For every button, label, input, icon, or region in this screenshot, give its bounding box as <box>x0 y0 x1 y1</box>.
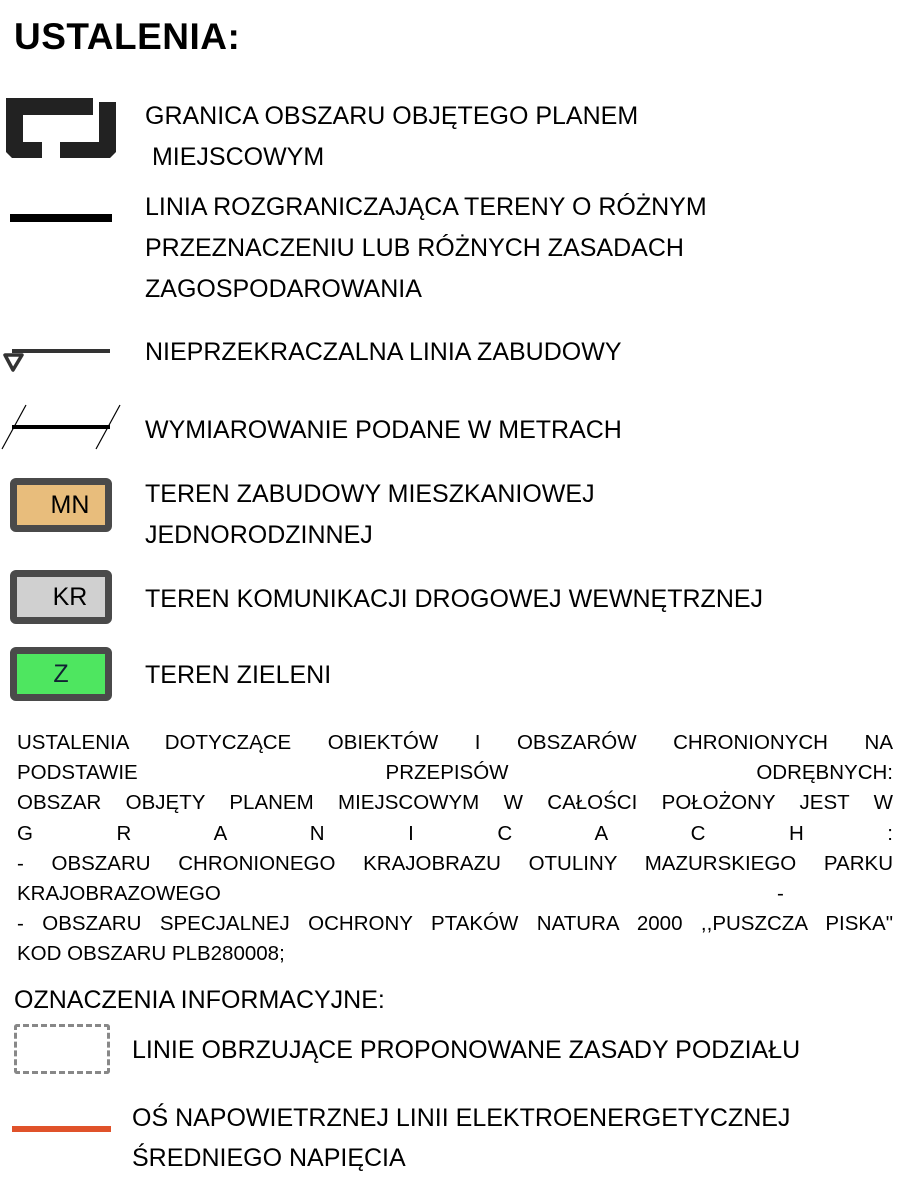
legend-label-z: TEREN ZIELENI <box>145 661 332 689</box>
legend-label-mn: TEREN ZABUDOWY MIESZKANIOWEJ JEDNORODZINNEJ <box>145 480 595 549</box>
text-line: G R A N I C A C H : <box>17 821 893 845</box>
legend-label-dimension: WYMIAROWANIE PODANE W METRACH <box>145 416 622 444</box>
text-line: - OBSZARU SPECJALNEJ OCHRONY PTAKÓW NATURA 2000 ,,PUSZCZA PISKA" <box>17 912 893 936</box>
dividing-line-icon <box>10 214 112 222</box>
text-line: - OBSZARU CHRONIONEGO KRAJOBRAZU OTULINY MAZURSKIEGO PARKU <box>17 851 893 875</box>
building-line-icon <box>0 340 120 376</box>
legend-label-division: LINIE OBRZUJĄCE PROPONOWANE ZASADY PODZIAŁU <box>132 1036 801 1064</box>
text-line: OBSZAR OBJĘTY PLANEM MIEJSCOWYM W CAŁOŚCI POŁOŻONY JEST W <box>17 791 893 815</box>
protected-areas-text <box>17 728 893 970</box>
section-title: USTALENIA: <box>14 16 241 57</box>
legend-label-kr: TEREN KOMUNIKACJI DROGOWEJ WEWNĘTRZNEJ <box>145 585 764 613</box>
plan-boundary-icon <box>0 92 120 162</box>
division-lines-icon <box>14 1024 110 1074</box>
dimension-icon <box>0 404 125 454</box>
power-line-icon <box>12 1126 111 1132</box>
kr-zone-swatch: KR <box>10 570 112 624</box>
mn-zone-swatch: MN <box>10 478 112 532</box>
text-line: USTALENIA DOTYCZĄCE OBIEKTÓW I OBSZARÓW CHRONIONYCH NA <box>17 731 893 754</box>
text-line <box>17 879 893 909</box>
legend-label-building-line: NIEPRZEKRACZALNA LINIA ZABUDOWY <box>145 338 622 366</box>
info-section-title: OZNACZENIA INFORMACYJNE: <box>14 986 385 1014</box>
z-zone-swatch: Z <box>10 647 112 701</box>
text-fragment: KRAJOBRAZOWEGO <box>17 881 221 905</box>
legend-label-power-line: OŚ NAPOWIETRZNEJ LINII ELEKTROENERGETYCZNEJ ŚREDNIEGO NAPIĘCIA <box>132 1104 791 1172</box>
text-fragment: - <box>777 881 784 905</box>
text-line: PODSTAWIE PRZEPISÓW ODRĘBNYCH: <box>17 761 893 785</box>
legend-label-boundary: GRANICA OBSZARU OBJĘTEGO PLANEM MIEJSCOWYM <box>145 102 639 171</box>
text-line: KOD OBSZARU PLB280008; <box>17 942 285 966</box>
legend-label-dividing-line: LINIA ROZGRANICZAJĄCA TERENY O RÓŻNYM PRZEZNACZENIU LUB RÓŻNYCH ZASADACH ZAGOSPODAROWANIA <box>145 193 707 303</box>
